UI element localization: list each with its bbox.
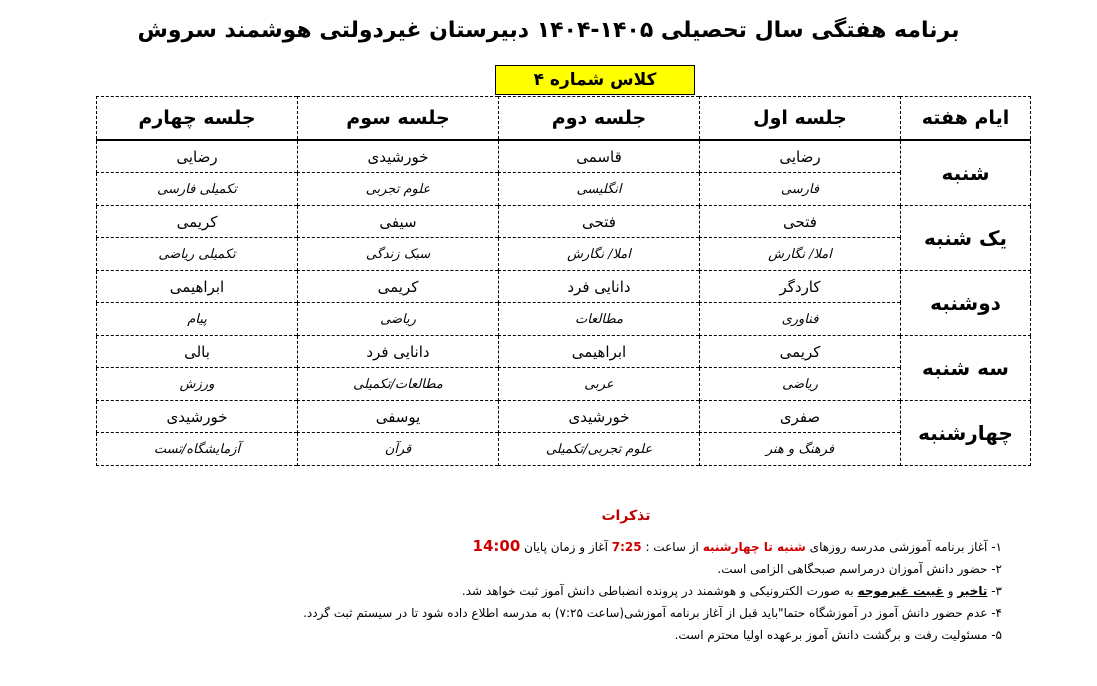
header-session-4: جلسه چهارم xyxy=(97,97,298,141)
table-row xyxy=(97,433,1031,466)
teacher-cell: قاسمی xyxy=(499,140,700,173)
teacher-cell: فتحی xyxy=(700,206,901,238)
notes-list xyxy=(242,535,1002,646)
note-1-text-b: از ساعت : xyxy=(645,540,699,554)
note-1 xyxy=(242,535,1002,558)
table-row xyxy=(97,206,1031,238)
subject-cell: تکمیلی فارسی xyxy=(97,173,298,206)
table-row xyxy=(97,140,1031,173)
note-4: ۴- عدم حضور دانش آموز در آموزشگاه حتما"باید قبل از آغاز برنامه آموزشی(ساعت ۷:۲۵) به مدرسه اطلاع داده شود تا در سیستم ثبت گردد. xyxy=(303,606,1002,620)
subject-cell: ریاضی xyxy=(700,368,901,401)
subject-cell: تکمیلی ریاضی xyxy=(97,238,298,271)
table-row xyxy=(97,401,1031,433)
subject-cell: فناوری xyxy=(700,303,901,336)
subject-cell: قرآن xyxy=(298,433,499,466)
teacher-cell: رضایی xyxy=(700,140,901,173)
subject-cell: سبک زندگی xyxy=(298,238,499,271)
day-tuesday: سه شنبه xyxy=(901,336,1031,401)
subject-cell: انگلیسی xyxy=(499,173,700,206)
note-1-text-a: ۱- آغاز برنامه آموزشی مدرسه روزهای xyxy=(809,540,1002,554)
teacher-cell: ابراهیمی xyxy=(97,271,298,303)
note-3-absence: غیبت غیرموجه xyxy=(857,584,944,598)
teacher-cell: خورشیدی xyxy=(97,401,298,433)
day-wednesday: چهارشنبه xyxy=(901,401,1031,466)
teacher-cell: کریمی xyxy=(298,271,499,303)
table-row xyxy=(97,173,1031,206)
note-1-text-c: آغاز و زمان پایان xyxy=(524,540,608,554)
note-3-text-c: به صورت الکترونیکی و هوشمند در پرونده انضباطی دانش آموز ثبت خواهد شد. xyxy=(461,584,854,598)
class-label: کلاس شماره ۴ xyxy=(495,65,695,95)
subject-cell: مطالعات/تکمیلی xyxy=(298,368,499,401)
subject-cell: ورزش xyxy=(97,368,298,401)
teacher-cell: کریمی xyxy=(700,336,901,368)
teacher-cell: فتحی xyxy=(499,206,700,238)
day-monday: دوشنبه xyxy=(901,271,1031,336)
teacher-cell: کریمی xyxy=(97,206,298,238)
subject-cell: پیام xyxy=(97,303,298,336)
header-session-1: جلسه اول xyxy=(700,97,901,141)
subject-cell: املا/ نگارش xyxy=(700,238,901,271)
header-session-3: جلسه سوم xyxy=(298,97,499,141)
note-5: ۵- مسئولیت رفت و برگشت دانش آموز برعهده اولیا محترم است. xyxy=(674,628,1002,642)
teacher-cell: ابراهیمی xyxy=(499,336,700,368)
teacher-cell: یوسفی xyxy=(298,401,499,433)
teacher-cell: دانایی فرد xyxy=(499,271,700,303)
schedule-table xyxy=(96,96,1031,466)
day-saturday: شنبه xyxy=(901,140,1031,206)
subject-cell: فرهنگ و هنر xyxy=(700,433,901,466)
teacher-cell: خورشیدی xyxy=(499,401,700,433)
page-title: برنامه هفتگی سال تحصیلی ۱۴۰۵-۱۴۰۴ دبیرستان غیردولتی هوشمند سروش xyxy=(137,18,960,43)
header-days: ایام هفته xyxy=(901,97,1031,141)
teacher-cell: دانایی فرد xyxy=(298,336,499,368)
teacher-cell: بالی xyxy=(97,336,298,368)
subject-cell: آزمایشگاه/تست xyxy=(97,433,298,466)
table-row xyxy=(97,303,1031,336)
subject-cell: املا/ نگارش xyxy=(499,238,700,271)
subject-cell: فارسی xyxy=(700,173,901,206)
note-3 xyxy=(242,580,1002,602)
subject-cell: علوم تجربی xyxy=(298,173,499,206)
table-row xyxy=(97,336,1031,368)
subject-cell: ریاضی xyxy=(298,303,499,336)
day-sunday: یک شنبه xyxy=(901,206,1031,271)
teacher-cell: کاردگر xyxy=(700,271,901,303)
subject-cell: علوم تجربی/تکمیلی xyxy=(499,433,700,466)
note-1-start-time: 7:25 xyxy=(611,540,642,554)
note-3-tardy: تاخیر xyxy=(957,584,988,598)
subject-cell: مطالعات xyxy=(499,303,700,336)
header-session-2: جلسه دوم xyxy=(499,97,700,141)
header-row xyxy=(97,97,1031,141)
teacher-cell: خورشیدی xyxy=(298,140,499,173)
table-row xyxy=(97,238,1031,271)
table-row xyxy=(97,271,1031,303)
teacher-cell: سیفی xyxy=(298,206,499,238)
note-2: ۲- حضور دانش آموزان درمراسم صبحگاهی الزامی است. xyxy=(717,562,1002,576)
notes-title: تذکرات xyxy=(601,508,651,524)
teacher-cell: صفری xyxy=(700,401,901,433)
subject-cell: عربی xyxy=(499,368,700,401)
note-1-days: شنبه تا چهارشنبه xyxy=(702,540,806,554)
table-row xyxy=(97,368,1031,401)
note-3-text-a: ۳- xyxy=(991,584,1002,598)
note-1-end-time: 14:00 xyxy=(472,537,521,555)
note-3-text-b: و xyxy=(947,584,954,598)
teacher-cell: رضایی xyxy=(97,140,298,173)
